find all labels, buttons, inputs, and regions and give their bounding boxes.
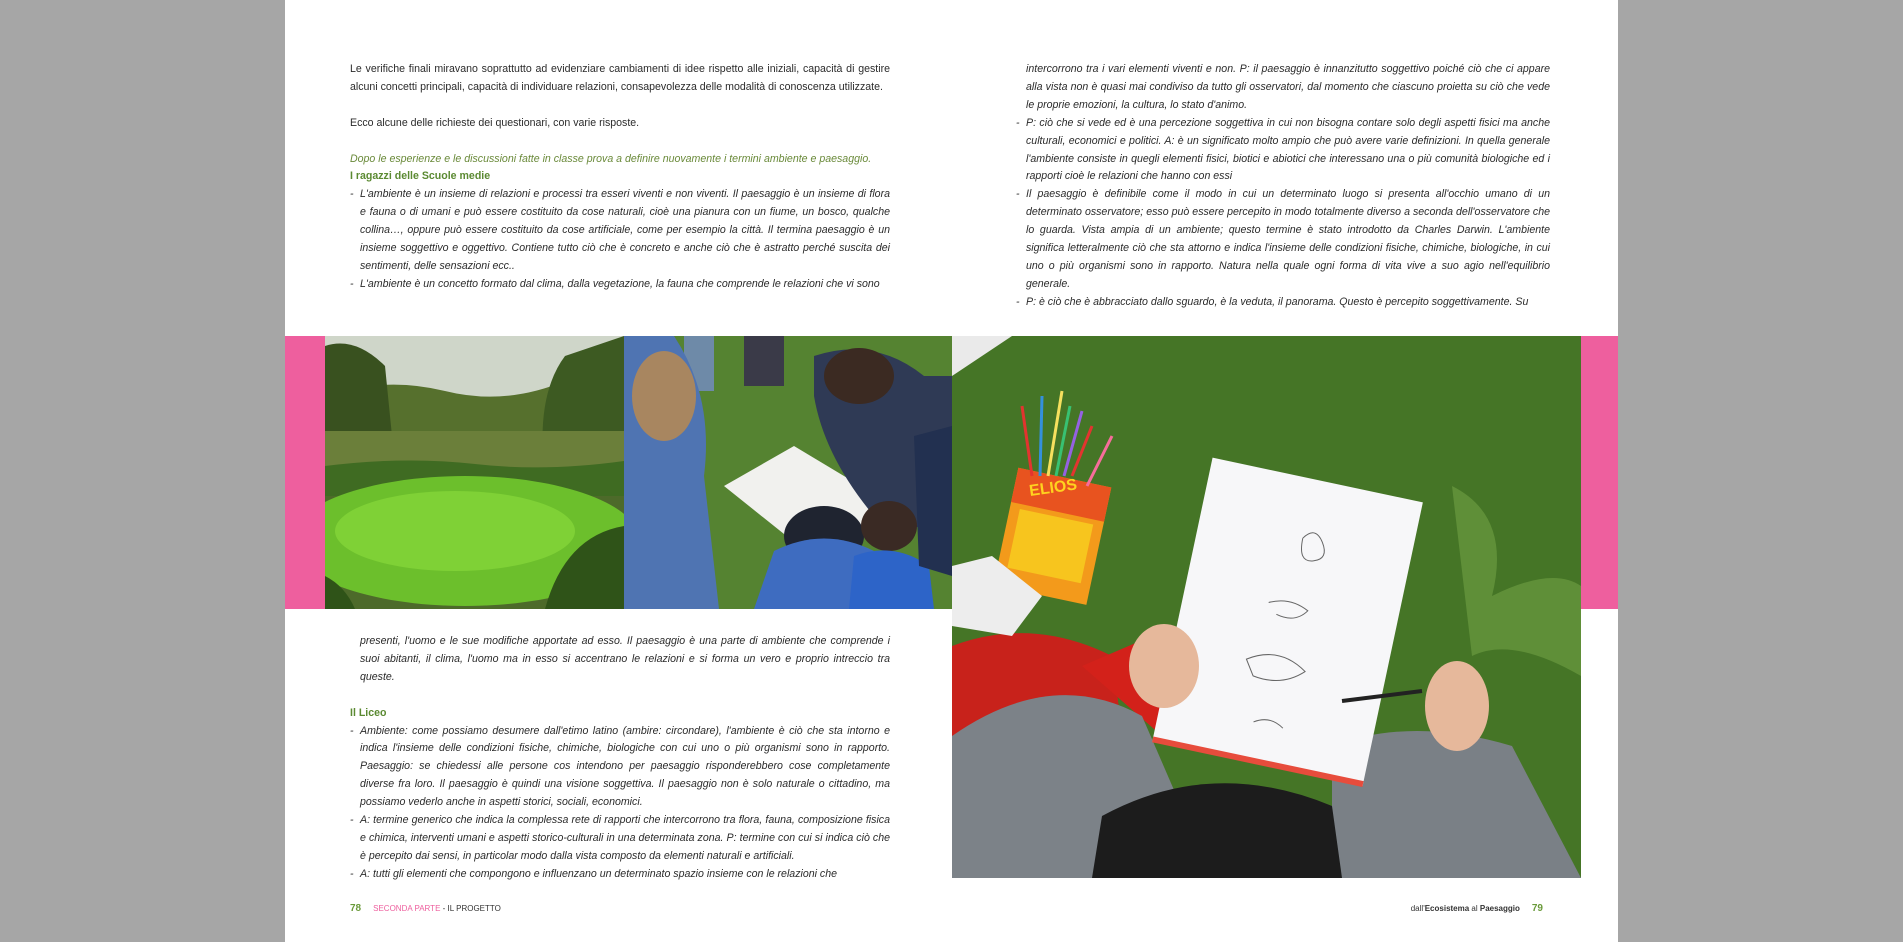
question-text: Dopo le esperienze e le discussioni fatte in classe prova a definire nuovamente i termini ambiente e paesaggio.	[350, 152, 872, 165]
pink-band-left	[285, 336, 325, 609]
book-spread	[285, 0, 1618, 942]
page-number-right: 79	[1531, 903, 1543, 914]
medie-answers-list	[350, 186, 890, 293]
left-footer	[350, 903, 501, 914]
list-item: - P: ciò che si vede ed è una percezione soggettiva in cui non bisogna contare solo degli aspetti fisici ma anche culturali, economici e politici. A: è un significato molto ampio che può avere varie definizioni. In quella generale l'ambiente consiste in quegli elementi fisici, biotici e abiotici che interessano una o più comunità biologiche ed i rapporti cioè le relazioni che hanno con essi	[1016, 115, 1550, 187]
continuation-paragraph: presenti, l'uomo e le sue modifiche apportate ad esso. Il paesaggio è una parte di ambiente che comprende i suoi abitanti, il clima, l'uomo ma in esso si accentrano le relazioni e si forma un vero e proprio intreccio tra queste.	[360, 635, 890, 683]
footer-word-ecosistema: Ecosistema	[1424, 904, 1470, 913]
heading-liceo: Il Liceo	[350, 706, 387, 719]
footer-word-paesaggio: Paesaggio	[1479, 904, 1520, 913]
list-item: - Ambiente: come possiamo desumere dall'etimo latino (ambire: circondare), l'ambiente è ciò che sta intorno e indica l'insieme delle condizioni fisiche, chimiche, biologiche con cui uno o più organismi sono in rapporto. Paesaggio: se chiedessi alle persone cos intendono per paesaggio risponderebbero cose completamente diverse fra loro. Il paesaggio è quindi una visione soggettiva. Il paesaggio non è solo naturale o cittadino, ma possiamo vederlo anche in aspetti storici, sociali, economici.	[350, 723, 890, 813]
left-bottom-column	[350, 633, 890, 884]
page-number-left: 78	[350, 903, 362, 914]
heading-scuole-medie: I ragazzi delle Scuole medie	[350, 170, 491, 183]
right-answers-list	[1016, 115, 1550, 312]
photo-green-pond	[325, 336, 624, 609]
right-top-column	[1016, 61, 1550, 312]
photo-drawing-on-grass	[952, 336, 1581, 878]
list-item: - A: termine generico che indica la complessa rete di rapporti che intercorrono tra flora, fauna, composizione fisica e chimica, interventi umani e aspetti storico-culturali in una determinata zona. P: termine con cui si indica ciò che è percepito dai sensi, in particolar modo dalla vista composto da elementi naturali e artificiali.	[350, 812, 890, 866]
questionnaire-intro: Ecco alcune delle richieste dei questionari, con varie risposte.	[350, 116, 640, 129]
list-item: - Il paesaggio è definibile come il modo in cui un determinato luogo si presenta all'occhio umano di un determinato osservatore; esso può essere percepito in modo totalmente diverso a seconda dell'osservatore che lo guarda. Vista ampia di un ambiente; questo termine è stato introdotto da Charles Darwin. L'ambiente significa letteralmente ciò che sta attorno e indica l'insieme delle condizioni fisiche, chimiche, biologiche, in cui uno o più organismi sono in rapporto. Natura nella quale ogni forma di vita vive a suo agio nell'equilibrio generale.	[1016, 186, 1550, 293]
footer-mid: al	[1469, 904, 1480, 913]
left-top-column	[350, 61, 890, 294]
list-item: - A: tutti gli elementi che compongono e influenzano un determinato spazio insieme con le relazioni che	[350, 866, 890, 884]
list-item: - L'ambiente è un concetto formato dal clima, dalla vegetazione, la fauna che comprende le relazioni che vi sono	[350, 276, 890, 294]
pencil-box-brand: ELIOS	[1028, 476, 1079, 500]
list-item: - P: è ciò che è abbracciato dallo sguardo, è la veduta, il panorama. Questo è percepito soggettivamente. Su	[1016, 294, 1550, 312]
continuation-paragraph: intercorrono tra i vari elementi viventi e non. P: il paesaggio è innanzitutto soggettivo poiché ciò che ci appare alla vista non è quasi mai condiviso da tutto gli osservatori, dal momento che ciascuno proietta su ciò che vede le proprie emozioni, la cultura, lo stato d'animo.	[1026, 63, 1550, 111]
list-item: - L'ambiente è un insieme di relazioni e processi tra esseri viventi e non viventi. Il paesaggio è un insieme di flora e fauna o di umani e può essere costituito da cose naturali, cioè una pianura con un fiume, un bosco, qualche collina…, oppure può essere costituito da cose artificiale, come per esempio la città. Il termina paesaggio è un insieme soggettivo e oggettivo. Contiene tutto ciò che è concreto e anche ciò che è astratto perché suscita dei sentimenti, delle sensazioni ecc..	[350, 186, 890, 276]
footer-prefix: dall'	[1410, 904, 1425, 913]
photo-students-poster	[624, 336, 952, 609]
liceo-answers-list	[350, 723, 890, 884]
right-footer	[1411, 903, 1543, 914]
footer-separator: -	[440, 904, 448, 913]
intro-paragraph: Le verifiche finali miravano soprattutto ad evidenziare cambiamenti di idee rispetto alle iniziali, capacità di gestire alcuni concetti principali, capacità di individuare relazioni, consapevolezza delle modalità di conoscenza utilizzate.	[350, 63, 890, 93]
section-label: SECONDA PARTE	[373, 904, 441, 913]
pink-band-right	[1581, 336, 1618, 609]
subsection-label: IL PROGETTO	[447, 904, 501, 913]
